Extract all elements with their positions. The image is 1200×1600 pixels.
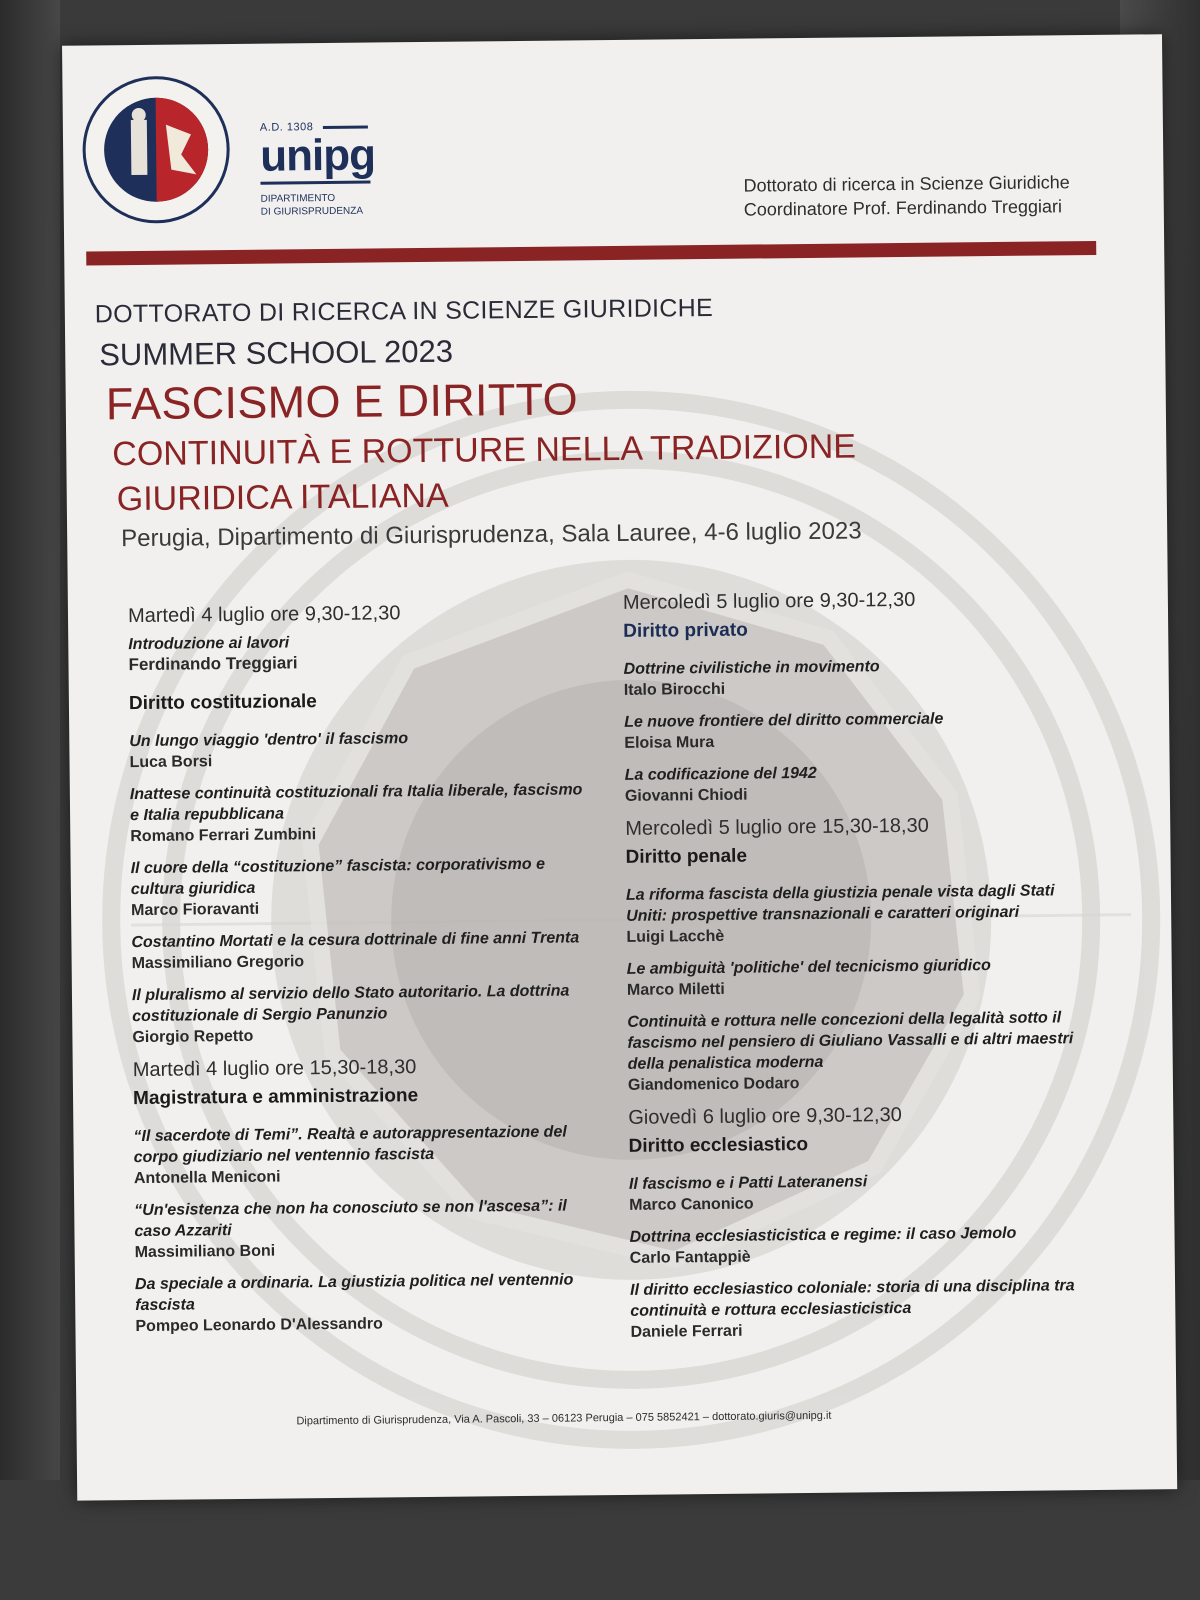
talk-title: Dottrina ecclesiasticistica e regime: il caso Jemolo [629, 1224, 1017, 1246]
talk-title: Le ambiguità 'politiche' del tecnicismo giuridico [626, 957, 991, 978]
summer-school-title: SUMMER SCHOOL 2023 [99, 333, 454, 373]
session-topic: Diritto privato [623, 619, 748, 642]
talk-item [627, 1007, 1098, 1097]
talk-title: Un lungo viaggio 'dentro' il fascismo [129, 730, 409, 751]
brand-wordmark: unipg [259, 130, 376, 181]
talk-item [134, 1195, 595, 1264]
unipg-logo [260, 120, 401, 218]
session-heading: Giovedì 6 luglio ore 9,30-12,30 [628, 1104, 902, 1129]
talk-speaker: Giandomenico Dodaro [627, 1075, 800, 1094]
session-heading: Martedì 4 luglio ore 15,30-18,30 [132, 1056, 417, 1082]
talk-speaker: Marco Canonico [629, 1195, 754, 1214]
talk-item [624, 707, 1094, 755]
talk-item [135, 1269, 596, 1338]
subtitle-line-2: GIURIDICA ITALIANA [116, 476, 449, 519]
talk-title: Il fascismo e i Patti Lateranensi [628, 1173, 868, 1193]
talk-title: “Un'esistenza che non ha conosciuto se non l'ascesa”: il caso Azzariti [134, 1197, 567, 1241]
university-seal-logo [80, 74, 232, 226]
talk-title: Da speciale a ordinaria. La giustizia politica nel ventennio fascista [134, 1271, 574, 1315]
talk-speaker: Romano Ferrari Zumbini [130, 826, 317, 846]
phd-program-line: Dottorato di ricerca in Scienze Giuridiche [743, 172, 1070, 196]
talk-title: Continuità e rottura nelle concezioni della legalità sotto il fascismo nel pensiero di Giuliano Vassalli e di altri maestri della penalistica moderna [627, 1009, 1074, 1073]
session-topic: Diritto ecclesiastico [628, 1134, 809, 1157]
talk-speaker: Eloisa Mura [624, 733, 715, 752]
session-topic: Magistratura e amministrazione [132, 1085, 419, 1110]
talk-item [623, 654, 1093, 702]
talk-title: La riforma fascista della giustizia penale vista dagli Stati Uniti: prospettive transnazionali e caratteri originari [625, 882, 1055, 925]
talk-item [131, 927, 591, 975]
talk-speaker: Giovanni Chiodi [624, 786, 748, 805]
talk-item [129, 726, 589, 774]
brand-underline [260, 181, 370, 185]
talk-item [626, 880, 1097, 949]
program-column-left [128, 600, 596, 1348]
ad-year: A.D. 1308 [259, 121, 314, 134]
subtitle-line-1: CONTINUITÀ E ROTTURE NELLA TRADIZIONE [112, 427, 857, 474]
talk-speaker: Italo Birocchi [623, 680, 726, 699]
talk-speaker: Daniele Ferrari [630, 1322, 743, 1341]
poster [62, 34, 1177, 1500]
program-title: DOTTORATO DI RICERCA IN SCIENZE GIURIDICHE [94, 293, 714, 329]
talk-item [625, 760, 1095, 808]
talk-title: Le nuove frontiere del diritto commerciale [624, 710, 944, 731]
talk-speaker: Luigi Lacchè [626, 927, 725, 946]
talk-speaker: Massimiliano Boni [134, 1242, 276, 1262]
header-right-block [743, 170, 1070, 221]
talk-title: Il diritto ecclesiastico coloniale: storia di una disciplina tra continuità e rottura ecclesiasticistica [630, 1277, 1075, 1320]
footer-contact: Dipartimento di Giurisprudenza, Via A. Pascoli, 33 – 06123 Perugia – 075 5852421 – dottorato.giuris@unipg.it [296, 1409, 832, 1428]
wall-left [0, 0, 60, 1600]
dept-line-1: DIPARTIMENTO [260, 192, 336, 205]
talk-item [130, 779, 591, 848]
talk-item [629, 1222, 1099, 1270]
talk-item [627, 954, 1097, 1002]
ad-bar [323, 125, 368, 128]
session-heading: Mercoledì 5 luglio ore 9,30-12,30 [622, 588, 916, 614]
dept-line-2: DI GIURISPRUDENZA [260, 205, 364, 218]
intro-author: Ferdinando Treggiari [128, 653, 298, 675]
session-heading: Mercoledì 5 luglio ore 15,30-18,30 [625, 814, 929, 840]
talk-item [133, 1121, 594, 1190]
session-topic: Diritto penale [625, 845, 748, 868]
talk-item [629, 1169, 1099, 1217]
session-topic: Diritto costituzionale [128, 691, 317, 715]
talk-title: Costantino Mortati e la cesura dottrinale di fine anni Trenta [131, 929, 580, 952]
talk-speaker: Marco Miletti [626, 980, 725, 999]
talk-speaker: Giorgio Repetto [132, 1027, 254, 1047]
talk-speaker: Pompeo Leonardo D'Alessandro [135, 1315, 383, 1336]
talk-speaker: Marco Fioravanti [131, 900, 260, 920]
talk-speaker: Massimiliano Gregorio [131, 953, 305, 973]
talk-item [630, 1275, 1101, 1344]
main-title: FASCISMO E DIRITTO [105, 373, 579, 430]
intro-title: Introduzione ai lavori [128, 634, 290, 654]
talk-item [132, 980, 593, 1049]
talk-title: Dottrine civilistiche in movimento [623, 658, 880, 678]
talk-speaker: Antonella Meniconi [133, 1168, 281, 1188]
talk-title: La codificazione del 1942 [624, 764, 817, 784]
talk-speaker: Luca Borsi [129, 753, 213, 772]
talk-title: Il cuore della “costituzione” fascista: corporativismo e cultura giuridica [130, 855, 546, 899]
talk-item [131, 853, 592, 922]
talk-title: “Il sacerdote di Temi”. Realtà e autorappresentazione del corpo giudiziario nel ventennio fascista [133, 1123, 567, 1167]
talk-title: Il pluralismo al servizio dello Stato autoritario. La dottrina costituzionale di Sergio Panunzio [131, 982, 570, 1026]
talk-title: Inattese continuità costituzionali fra Italia liberale, fascismo e Italia repubblicana [129, 781, 583, 825]
talk-speaker: Carlo Fantappiè [629, 1248, 751, 1267]
session-heading: Martedì 4 luglio ore 9,30-12,30 [127, 602, 401, 628]
venue-line: Perugia, Dipartimento di Giurisprudenza, Sala Lauree, 4-6 luglio 2023 [121, 517, 862, 553]
program-column-right [623, 587, 1101, 1354]
coordinator-line: Coordinatore Prof. Ferdinando Treggiari [743, 196, 1063, 220]
